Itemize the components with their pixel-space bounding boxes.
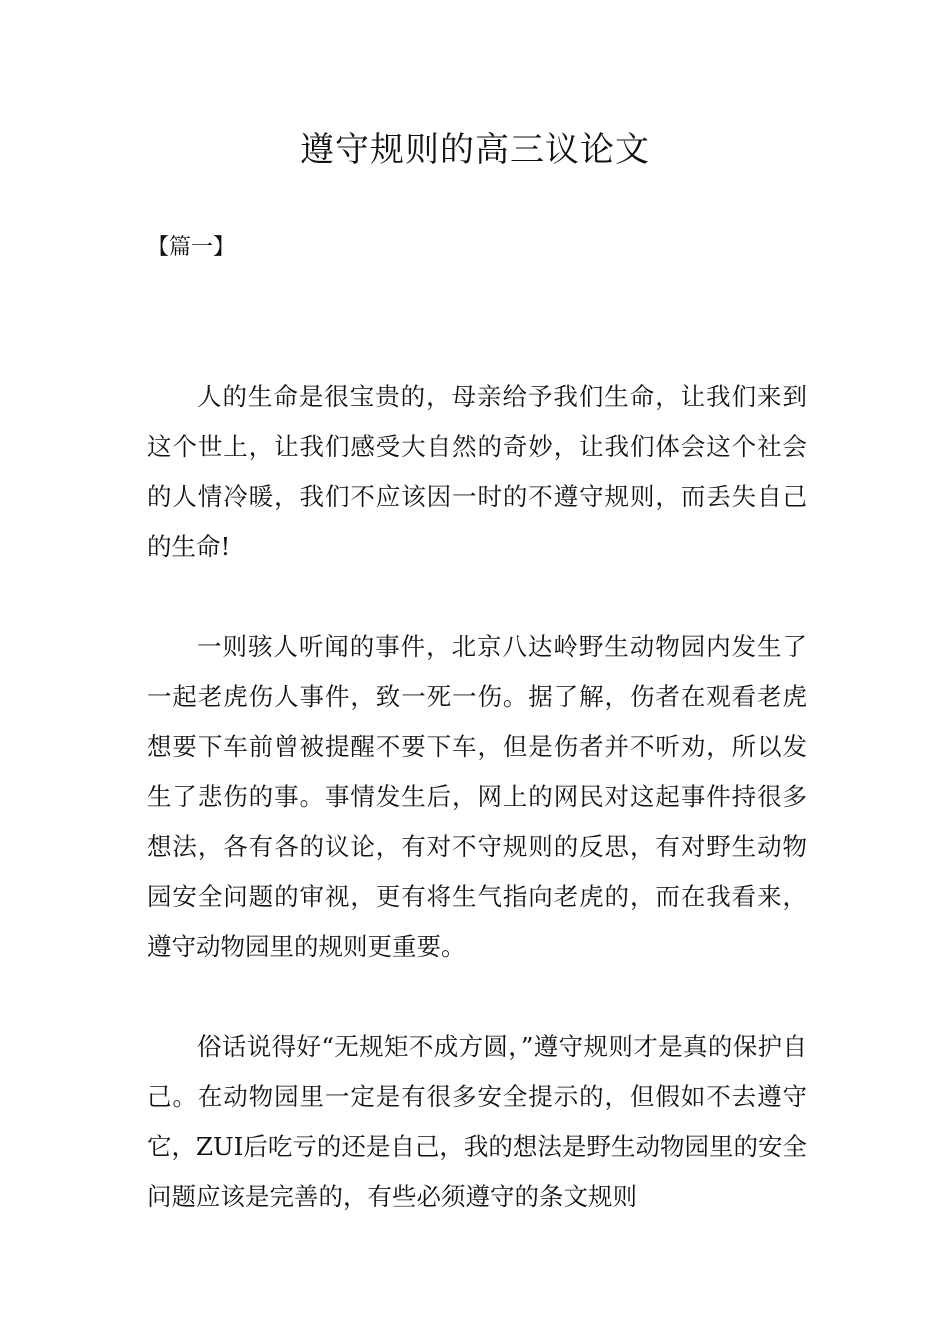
paragraph-3: 俗话说得好“无规矩不成方圆，”遵守规则才是真的保护自己。在动物园里一定是有很多安全提示的，但假如不去遵守它，ZUI后吃亏的还是自己，我的想法是野生动物园里的安全问题应该是完善的，有些必须遵守的条文规则: [147, 1032, 807, 1211]
document-title: 遵守规则的高三议论文: [300, 130, 650, 170]
paragraph-1: 人的生命是很宝贵的，母亲给予我们生命，让我们来到这个世上，让我们感受大自然的奇妙，让我们体会这个社会的人情冷暖，我们不应该因一时的不遵守规则，而丢失自己的生命!: [147, 382, 807, 561]
section-label: 【篇一】: [147, 235, 236, 260]
paragraph-2: 一则骇人听闻的事件，北京八达岭野生动物园内发生了一起老虎伤人事件，致一死一伤。据了解，伤者在观看老虎想要下车前曾被提醒不要下车，但是伤者并不听劝，所以发生了悲伤的事。事情发生后，网上的网民对这起事件持很多想法，各有各的议论，有对不守规则的反思，有对野生动物园安全问题的审视，更有将生气指向老虎的，而在我看来，遵守动物园里的规则更重要。: [147, 632, 807, 961]
